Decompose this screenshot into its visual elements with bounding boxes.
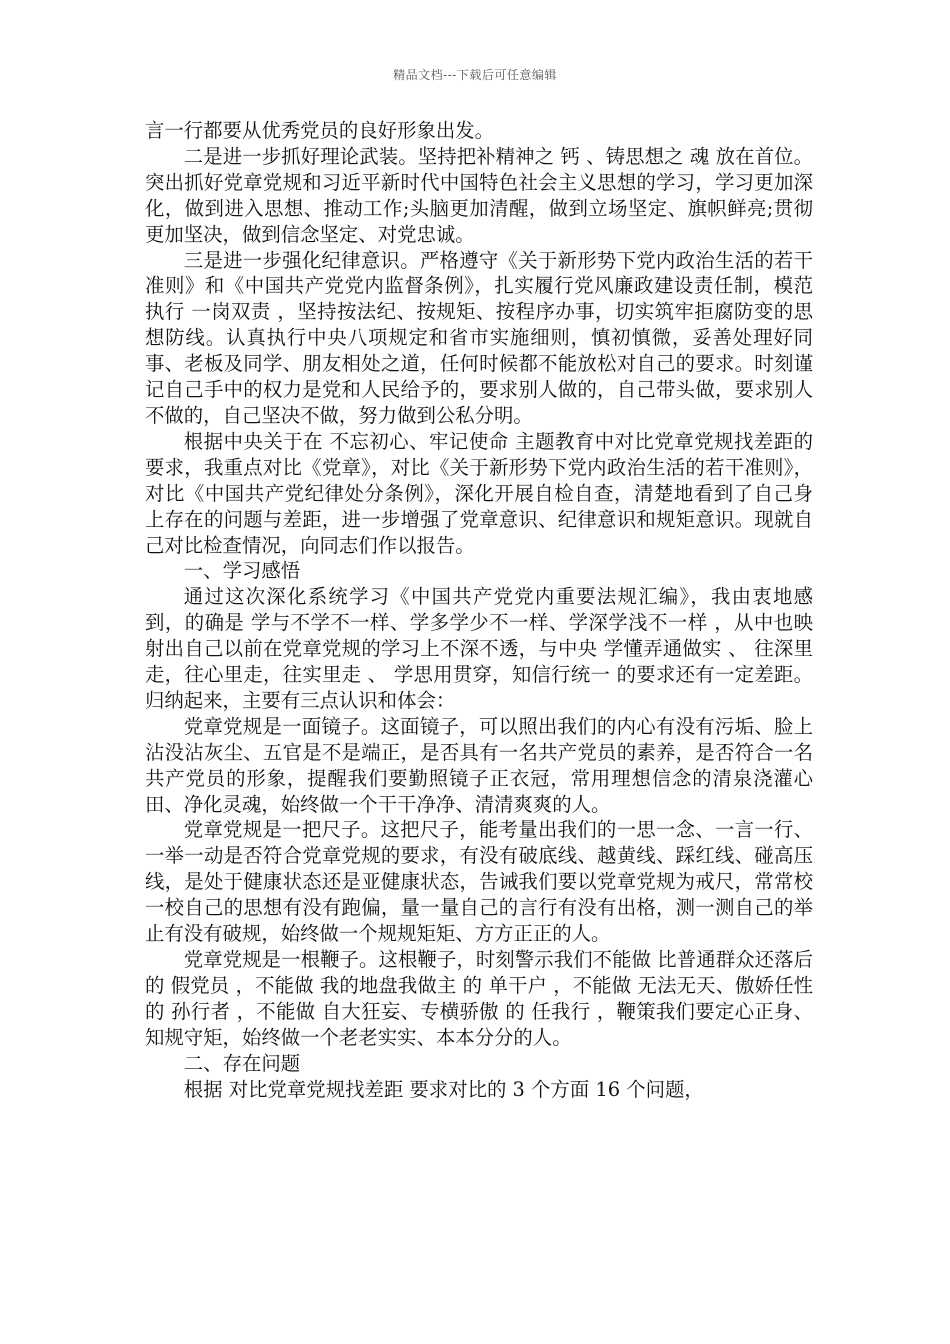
document-body [145,118,813,1102]
paragraph-learning-summary: 通过这次深化系统学习《中国共产党党内重要法规汇编》，我由衷地感到，的确是 学与不学不一样、学多学少不一样、学深学浅不一样 ，从中也映射出自己以前在党章党规的学习上不深不透，与中央 学懂弄通做实 、 往深里走，往心里走，往实里走 、 学思用贯穿，知信行统一 的要求还有一定差距。归纳起来，主要有三点认识和体会： [145,585,813,712]
page-header: 精品文档---下载后可任意编辑 [393,68,557,82]
paragraph-discipline: 三是进一步强化纪律意识。严格遵守《关于新形势下党内政治生活的若干准则》和《中国共产党党内监督条例》，扎实履行党风廉政建设责任制，模范执行 一岗双责 ，坚持按法纪、按规矩、按程序办事，切实筑牢拒腐防变的思想防线。认真执行中央八项规定和省市实施细则，慎初慎微，妥善处理好同事、老板及同学、朋友相处之道，任何时候都不能放松对自己的要求。时刻谨记自己手中的权力是党和人民给予的，要求别人做的，自己带头做，要求别人不做的，自己坚决不做，努力做到公私分明。 [145,248,813,427]
paragraph-self-check: 根据中央关于在 不忘初心、牢记使命 主题教育中对比党章党规找差距的要求，我重点对比《党章》，对比《关于新形势下党内政治生活的若干准则》，对比《中国共产党纪律处分条例》，深化开展自检自查，清楚地看到了自己身上存在的问题与差距，进一步增强了党章意识、纪律意识和规矩意识。现就自己对比检查情况，向同志们作以报告。 [145,429,813,557]
paragraph-continuation: 言一行都要从优秀党员的良好形象出发。 [145,119,495,142]
section-heading-learning: 一、学习感悟 [183,559,301,583]
paragraph-ruler: 党章党规是一把尺子。这把尺子，能考量出我们的一思一念、一言一行、一举一动是否符合党章党规的要求，有没有破底线、越黄线、踩红线、碰高压线，是处于健康状态还是亚健康状态，告诫我们要以党章党规为戒尺，常常校一校自己的思想有没有跑偏，量一量自己的言行有没有出格，测一测自己的举止有没有破规，始终做一个规规矩矩、方方正正的人。 [145,818,813,946]
paragraph-mirror: 党章党规是一面镜子。这面镜子，可以照出我们的内心有没有污垢、脸上沾没沾灰尘、五官是不是端正，是否具有一名共产党员的素养，是否符合一名共产党员的形象，提醒我们要勤照镜子正衣冠，常用理想信念的清泉浇灌心田、净化灵魂，始终做一个干干净净、清清爽爽的人。 [145,714,813,816]
section-heading-problems: 二、存在问题 [183,1051,301,1075]
paragraph-whip: 党章党规是一根鞭子。这根鞭子，时刻警示我们不能做 比普通群众还落后 的 假党员 ，不能做 我的地盘我做主 的 单干户 ，不能做 无法无天、傲娇任性 的 孙行者 ，不能做 自大狂妄、专横骄傲 的 任我行 ，鞭策我们要定心正身、知规守矩，始终做一个老老实实、本本分分的人。 [145,948,813,1049]
paragraph-theory-study: 二是进一步抓好理论武装。坚持把补精神之 钙 、铸思想之 魂 放在首位。突出抓好党章党规和习近平新时代中国特色社会主义思想的学习，学习更加深化，做到进入思想、推动工作;头脑更加清醒，做到立场坚定、旗帜鲜亮;贯彻更加坚决，做到信念坚定、对党忠诚。 [145,144,813,246]
paragraph-problems-intro: 根据 对比党章党规找差距 要求对比的 3 个方面 16 个问题， [183,1077,704,1101]
